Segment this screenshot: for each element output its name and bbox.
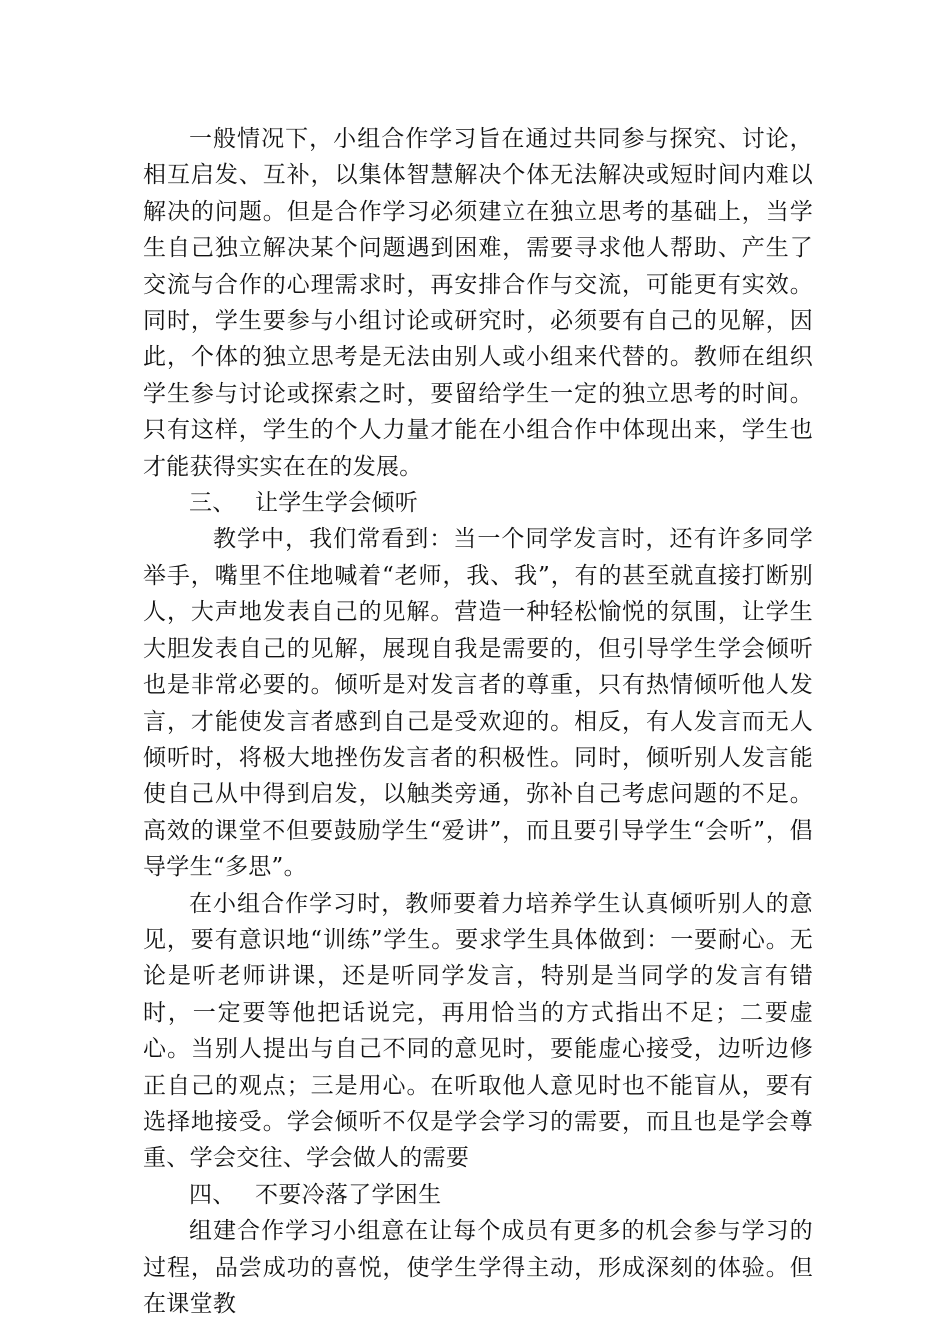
section-title: 让学生学会倾听 [255, 490, 419, 517]
paragraph-independent-thinking: 一般情况下，小组合作学习旨在通过共同参与探究、讨论，相互启发、互补，以集体智慧解决个体无法解决或短时间内难以解决的问题。但是合作学习必须建立在独立思考的基础上，当学生自己独立解决某个问题遇到困难，需要寻求他人帮助、产生了交流与合作的心理需求时，再安排合作与交流，可能更有实效。同时，学生要参与小组讨论或研究时，必须要有自己的见解，因此，个体的独立思考是无法由别人或小组来代替的。教师在组织学生参与讨论或探索之时，要留给学生一定的独立思考的时间。只有这样，学生的个人力量才能在小组合作中体现出来，学生也才能获得实实在在的发展。 [143, 126, 813, 480]
section-title: 不要冷落了学困生 [255, 1181, 442, 1208]
section-heading-3 [143, 485, 813, 521]
paragraph-listening-training: 在小组合作学习时，教师要着力培养学生认真倾听别人的意见，要有意识地“训练”学生。要求学生具体做到：一要耐心。无论是听老师讲课，还是听同学发言，特别是当同学的发言有错时，一定要等他把话说完，再用恰当的方式指出不足；二要虚心。当别人提出与自己不同的意见时，要能虚心接受，边听边修正自己的观点；三是用心。在听取他人意见时也不能盲从，要有选择地接受。学会倾听不仅是学会学习的需要，而且也是学会尊重、学会交往、学会做人的需要 [143, 890, 813, 1172]
section-number: 三、 [189, 490, 236, 517]
document-body [143, 121, 813, 1322]
paragraph-struggling-students: 组建合作学习小组意在让每个成员有更多的机会参与学习的过程，品尝成功的喜悦，使学生学得主动，形成深刻的体验。但在课堂教 [143, 1218, 813, 1317]
section-number: 四、 [189, 1181, 236, 1208]
section-heading-4 [143, 1177, 813, 1213]
paragraph-listening-intro: 教学中，我们常看到：当一个同学发言时，还有许多同学举手，嘴里不住地喊着“老师，我、我”，有的甚至就直接打断别人，大声地发表自己的见解。营造一种轻松愉悦的氛围，让学生大胆发表自己的见解，展现自我是需要的，但引导学生学会倾听也是非常必要的。倾听是对发言者的尊重，只有热情倾听他人发言，才能使发言者感到自己是受欢迎的。相反，有人发言而无人倾听时，将极大地挫伤发言者的积极性。同时，倾听别人发言能使自己从中得到启发，以触类旁通，弥补自己考虑问题的不足。高效的课堂不但要鼓励学生“爱讲”，而且要引导学生“会听”，倡导学生“多思”。 [143, 526, 813, 881]
